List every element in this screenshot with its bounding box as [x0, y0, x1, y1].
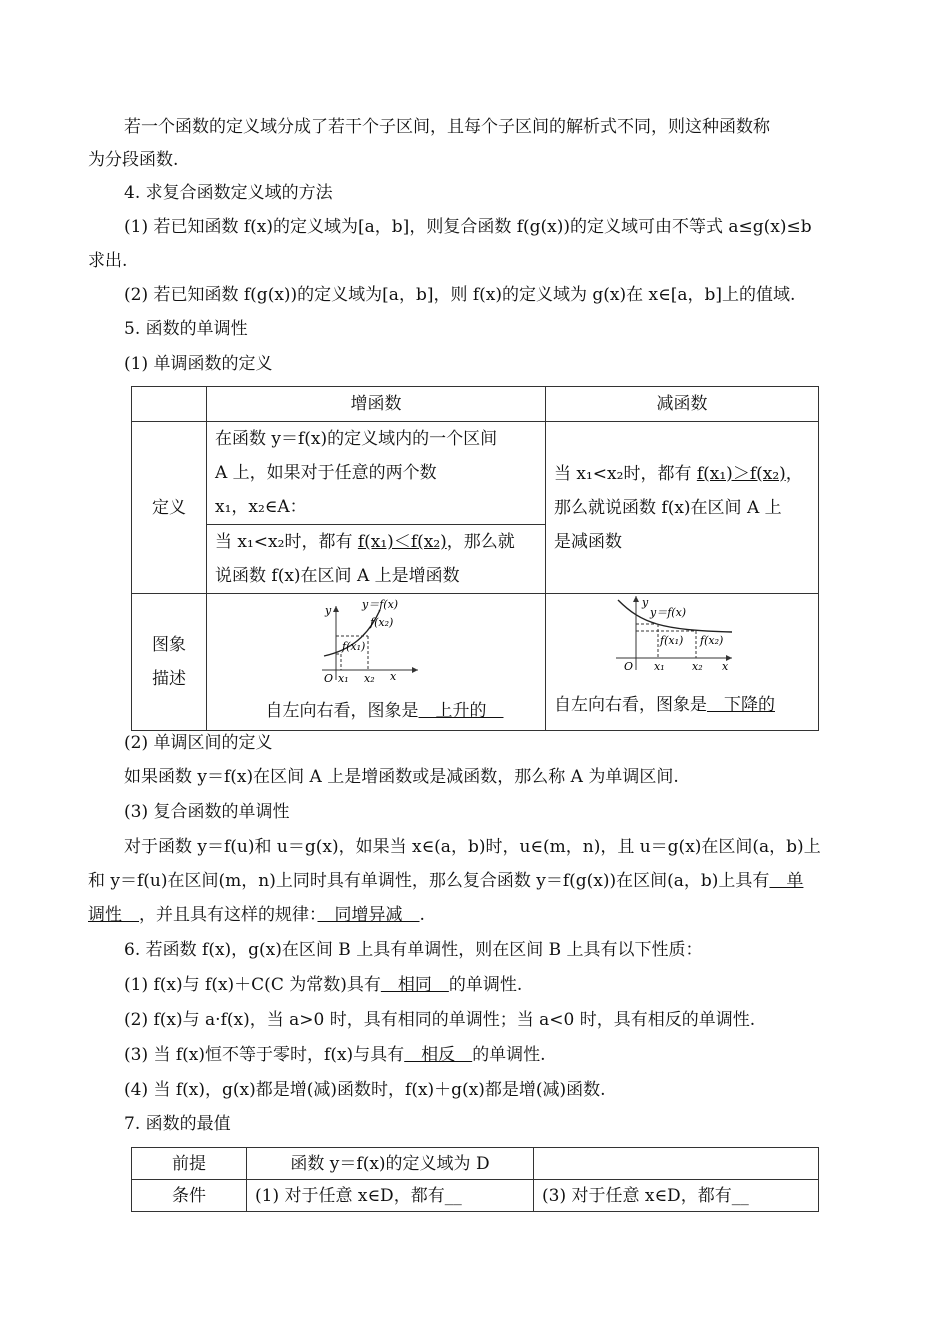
dec-fx1-label: f(x₁) [660, 634, 684, 647]
inc-x1-label: x₁ [338, 672, 349, 685]
condition-3: (3) 对于任意 x∈D，都有__ [534, 1180, 819, 1212]
inc-x2-label: x₂ [364, 672, 375, 685]
paragraph-6-2: (2) f(x)与 a·f(x)，当 a>0 时，具有相同的单调性；当 a<0 时，具有相反的单调性. [124, 1010, 756, 1030]
premise-empty [534, 1148, 819, 1180]
paragraph-6-3: (3) 当 f(x)恒不等于零时，f(x)与具有 相反 的单调性. [124, 1045, 546, 1065]
inc-fx-label: y＝f(x) [362, 598, 399, 611]
decreasing-definition: 当 x₁<x₂时，都有 f(x₁)＞f(x₂)， 那么就说函数 f(x)在区间 A 上 是减函数 [546, 422, 819, 594]
dec-x-label: x [722, 660, 729, 673]
premise-content: 函数 y＝f(x)的定义域为 D [247, 1148, 534, 1180]
condition-1: (1) 对于任意 x∈D，都有__ [247, 1180, 534, 1212]
paragraph-piecewise-2: 为分段函数. [88, 150, 179, 170]
blank-opposite: 相反 [404, 1045, 473, 1065]
inc-condition-blank: f(x₁)＜f(x₂) [357, 532, 447, 552]
heading-5-1: (1) 单调函数的定义 [124, 354, 273, 374]
dec-fx2-label: f(x₂) [700, 634, 724, 647]
paragraph-5-2: 如果函数 y＝f(x)在区间 A 上是增函数或是减函数，那么称 A 为单调区间. [124, 767, 679, 787]
paragraph-6-4: (4) 当 f(x)，g(x)都是增(减)函数时，f(x)＋g(x)都是增(减)函数. [124, 1080, 606, 1100]
increasing-definition: 在函数 y＝f(x)的定义域内的一个区间 A 上，如果对于任意的两个数 x₁，x₂∈A： [207, 422, 546, 525]
inc-fx2-label: f(x₂) [370, 616, 394, 629]
paragraph-5-3c: 调性 ，并且具有这样的规律： 同增异减 . [88, 905, 425, 925]
paragraph-4-2: (2) 若已知函数 f(g(x))的定义域为[a，b]，则 f(x)的定义域为 g(x)在 x∈[a，b]上的值域. [124, 285, 796, 305]
heading-5-3: (3) 复合函数的单调性 [124, 802, 290, 822]
decreasing-graph-cell: y y＝f(x) f(x₁) f(x₂) O x₁ x₂ x 自左向右看，图象是 下降的 [546, 594, 819, 731]
paragraph-4-1a: (1) 若已知函数 f(x)的定义域为[a，b]，则复合函数 f(g(x))的定义域可由不等式 a≤g(x)≤b [124, 217, 812, 237]
paragraph-piecewise-1: 若一个函数的定义域分成了若干个子区间，且每个子区间的解析式不同，则这种函数称 [124, 117, 770, 137]
dec-fx-label: y＝f(x) [650, 606, 687, 619]
heading-5: 5. 函数的单调性 [124, 319, 248, 339]
inc-fx1-label: f(x₁) [342, 640, 366, 653]
dec-origin-label: O [624, 660, 634, 673]
blank-monotonic-2: 调性 [88, 905, 139, 925]
blank-rule: 同增异减 [317, 905, 420, 925]
decreasing-graph [612, 594, 752, 680]
heading-7: 7. 函数的最值 [124, 1114, 231, 1134]
inc-graph-blank: 上升的 [418, 701, 504, 721]
paragraph-5-3b: 和 y＝f(u)在区间(m，n)上同时具有单调性，那么复合函数 y＝f(g(x))在区间(a，b)上具有 单 [88, 871, 804, 891]
dec-x2-label: x₂ [692, 660, 703, 673]
header-decreasing: 减函数 [546, 387, 819, 422]
heading-6: 6. 若函数 f(x)，g(x)在区间 B 上具有单调性，则在区间 B 上具有以下性质： [124, 940, 703, 960]
heading-5-2: (2) 单调区间的定义 [124, 733, 273, 753]
dec-y-label: y [642, 596, 649, 609]
premise-label: 前提 [132, 1148, 247, 1180]
header-increasing: 增函数 [207, 387, 546, 422]
paragraph-4-1b: 求出. [88, 251, 128, 271]
graph-label: 图象 描述 [132, 594, 207, 731]
header-empty [132, 387, 207, 422]
paragraph-5-3a: 对于函数 y＝f(u)和 u＝g(x)，如果当 x∈(a，b)时，u∈(m，n)，且 u＝g(x)在区间(a，b)上 [124, 837, 821, 857]
max-value-table [131, 1147, 819, 1212]
blank-same: 相同 [380, 975, 449, 995]
dec-graph-blank: 下降的 [707, 695, 775, 715]
inc-x-label: x [390, 670, 397, 683]
dec-condition-blank: f(x₁)＞f(x₂) [696, 463, 786, 484]
condition-label: 条件 [132, 1180, 247, 1212]
paragraph-6-1: (1) f(x)与 f(x)＋C(C 为常数)具有 相同 的单调性. [124, 975, 523, 995]
inc-y-label: y [325, 604, 332, 617]
inc-origin-label: O [324, 672, 334, 685]
increasing-graph-cell: y y＝f(x) f(x₂) f(x₁) O x₁ x₂ x 自左向右看，图象是 上升的 [207, 594, 546, 731]
increasing-graph [306, 598, 446, 686]
dec-x1-label: x₁ [654, 660, 665, 673]
heading-4: 4. 求复合函数定义域的方法 [124, 183, 333, 203]
blank-monotonic-1: 单 [769, 871, 804, 891]
definition-label: 定义 [132, 422, 207, 594]
monotonic-table [131, 386, 819, 731]
increasing-condition: 当 x₁<x₂时，都有 f(x₁)＜f(x₂)，那么就 说函数 f(x)在区间 A 上是增函数 [207, 525, 546, 594]
